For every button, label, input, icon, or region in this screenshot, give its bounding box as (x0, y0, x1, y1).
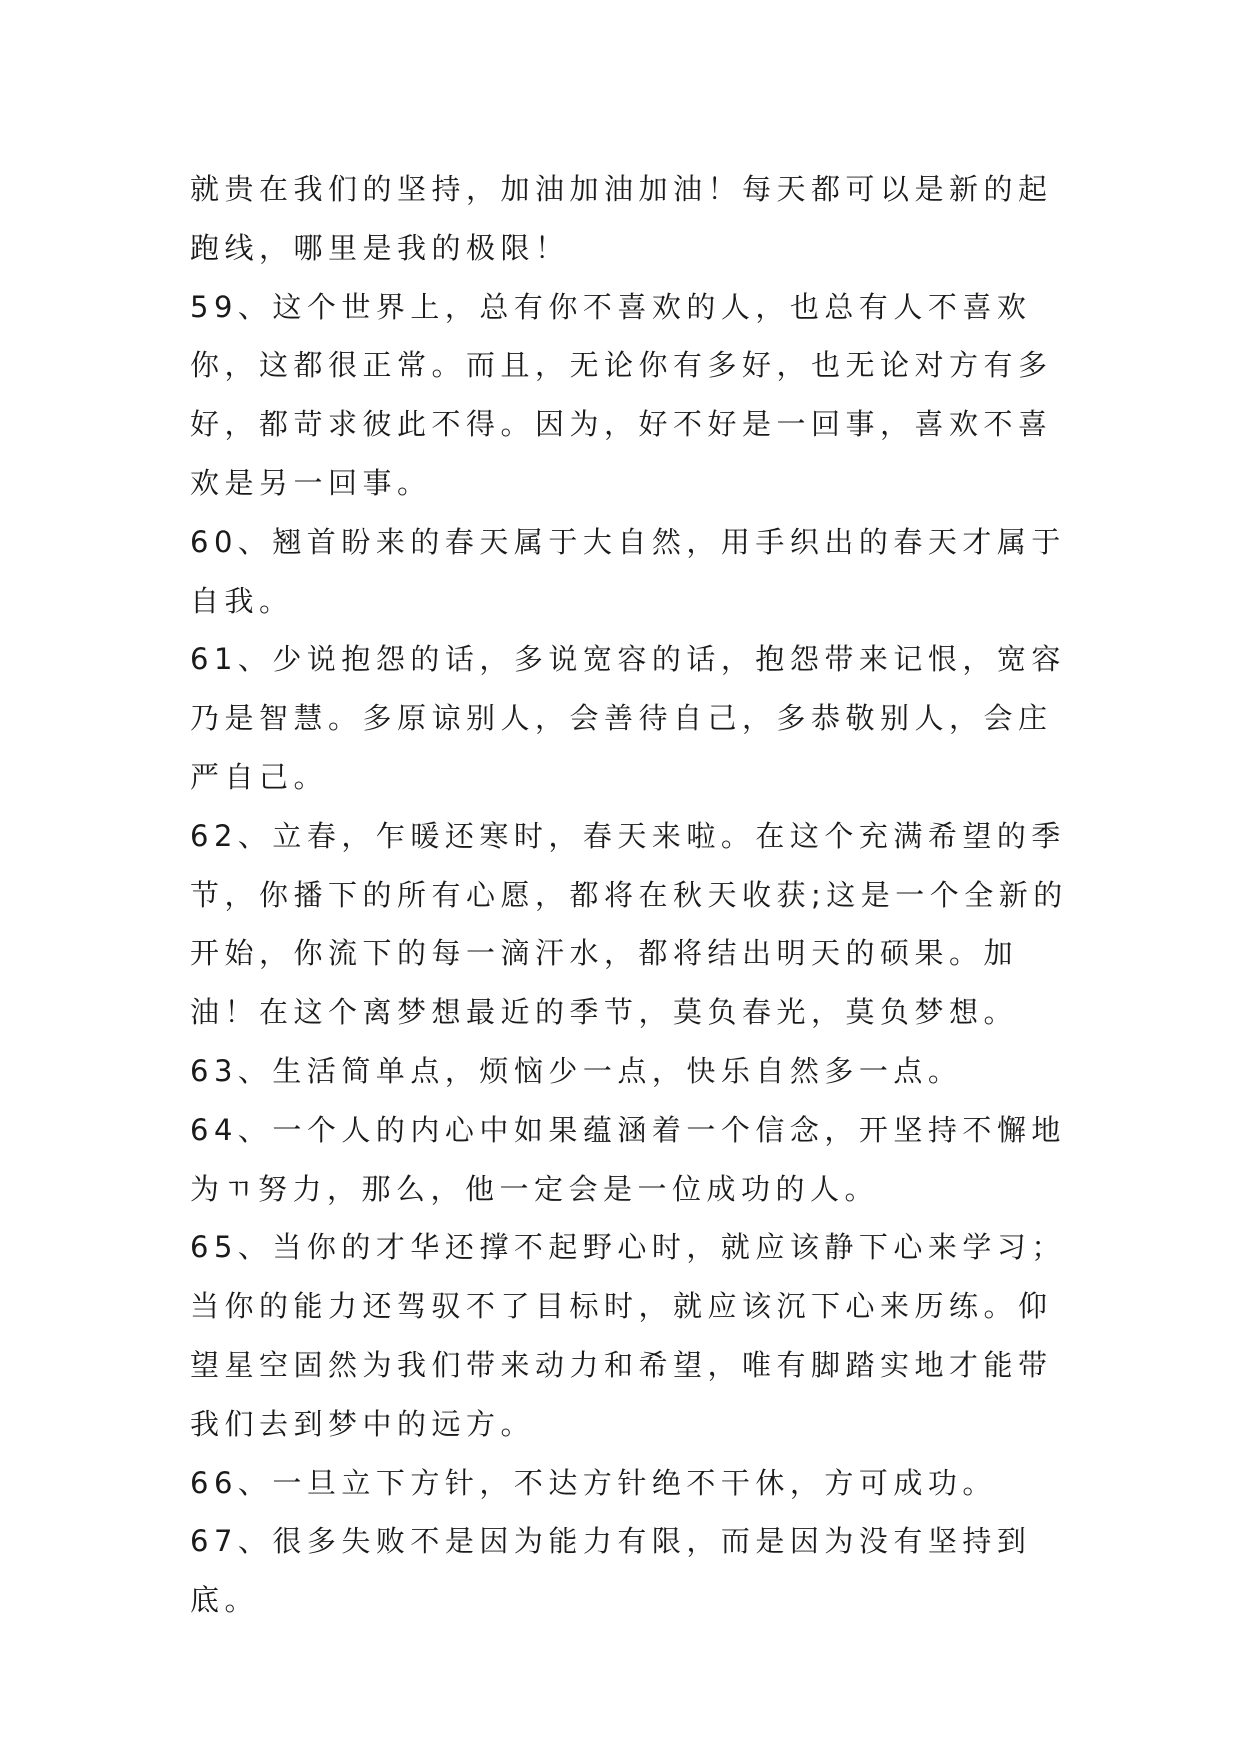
paragraph-66: 66、一旦立下方针，不达方针绝不干休，方可成功。 (190, 1465, 997, 1500)
paragraph-59: 59、这个世界上，总有你不喜欢的人，也总有人不喜欢你，这都很正常。而且，无论你有多好，也无论对方有多好，都苛求彼此不得。因为，好不好是一回事，喜欢不喜欢是另一回事。 (190, 289, 1053, 500)
paragraph-62: 62、立春，乍暖还寒时，春天来啦。在这个充满希望的季节，你播下的所有心愿，都将在秋天收获;这是一个全新的开始，你流下的每一滴汗水，都将结出明天的硕果。加油！在这个离梦想最近的季节，莫负春光，莫负梦想。 (190, 818, 1068, 1030)
paragraph-64: 64、一个人的内心中如果蕴涵着一个信念，开坚持不懈地为ㄲ努力，那么，他一定会是一位成功的人。 (190, 1112, 1066, 1206)
paragraph-67: 67、很多失败不是因为能力有限，而是因为没有坚持到底。 (190, 1524, 1032, 1618)
paragraph-63: 63、生活简单点，烦恼少一点，快乐自然多一点。 (190, 1053, 963, 1088)
document-body (190, 160, 1070, 1630)
paragraph-60: 60、翘首盼来的春天属于大自然，用手织出的春天才属于自我。 (190, 524, 1066, 618)
paragraph-61: 61、少说抱怨的话，多说宽容的话，抱怨带来记恨，宽容乃是智慧。多原谅别人，会善待自己，多恭敬别人，会庄严自己。 (190, 642, 1066, 794)
paragraph-65: 65、当你的才华还撑不起野心时，就应该静下心来学习；当你的能力还驾驭不了目标时，就应该沉下心来历练。仰望星空固然为我们带来动力和希望，唯有脚踏实地才能带我们去到梦中的远方。 (190, 1230, 1066, 1441)
paragraph-continuation: 就贵在我们的坚持，加油加油加油！每天都可以是新的起跑线，哪里是我的极限！ (190, 172, 1053, 265)
